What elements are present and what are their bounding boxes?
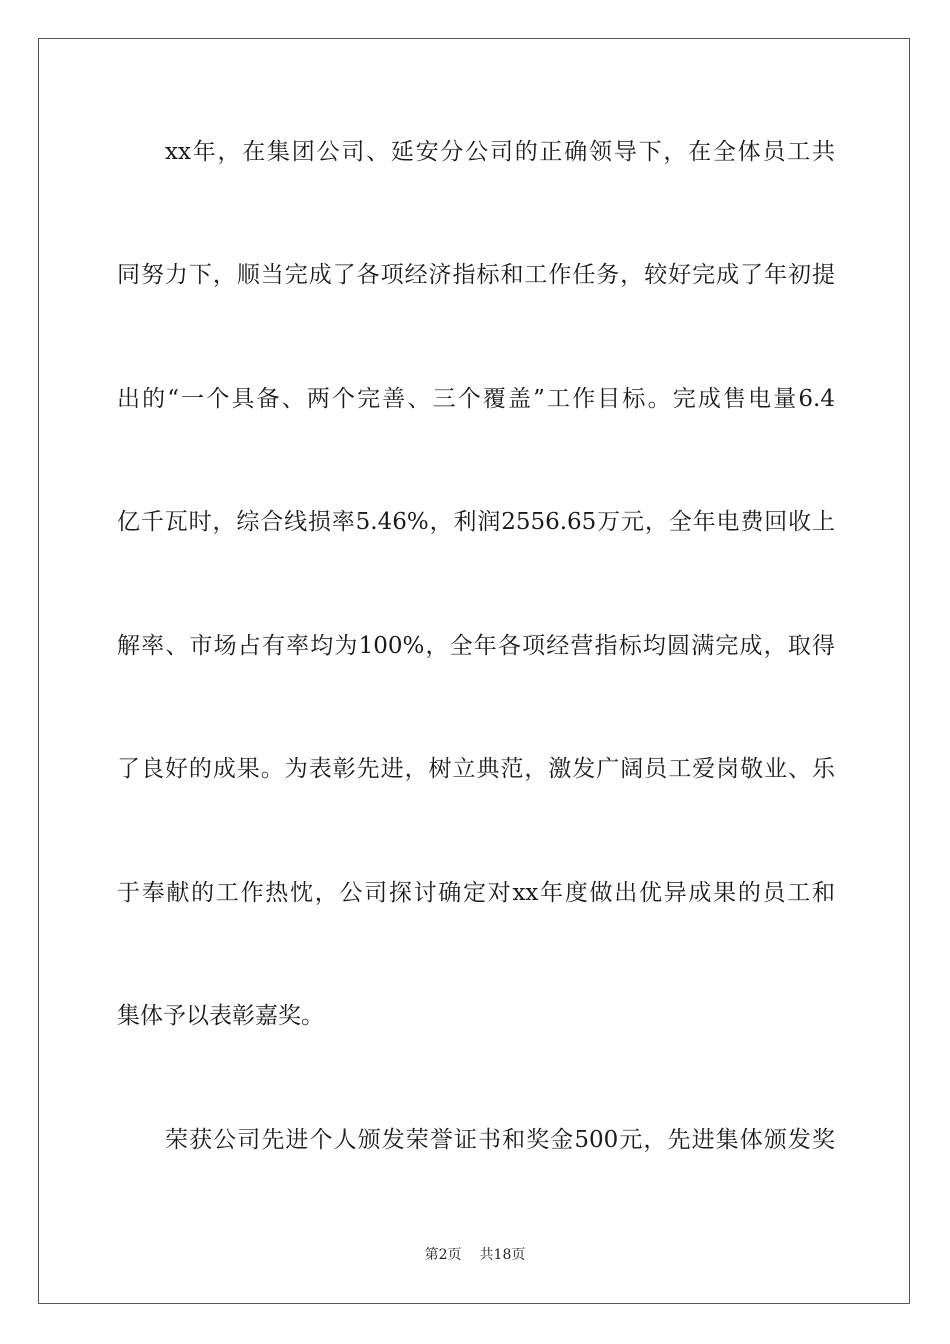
paragraph-line-5: 解率、市场占有率均为100%，全年各项经营指标均圆满完成，取得 xyxy=(117,633,835,659)
paragraph-line-1: xx年，在集团公司、延安分公司的正确领导下，在全体员工共 xyxy=(165,139,835,165)
page-border xyxy=(38,38,910,1304)
paragraph-line-8: 集体予以表彰嘉奖。 xyxy=(117,1003,324,1029)
page-total: 共18页 xyxy=(479,1247,526,1263)
page-footer xyxy=(0,1246,950,1264)
paragraph-line-7: 于奉献的工作热忱，公司探讨确定对xx年度做出优异成果的员工和 xyxy=(117,880,835,906)
paragraph-line-6: 了良好的成果。为表彰先进，树立典范，激发广阔员工爱岗敬业、乐 xyxy=(117,756,835,782)
paragraph-line-4: 亿千瓦时，综合线损率5.46%，利润2556.65万元，全年电费回收上 xyxy=(117,509,835,535)
paragraph-line-9: 荣获公司先进个人颁发荣誉证书和奖金500元，先进集体颁发奖 xyxy=(165,1127,835,1153)
page-number: 第2页 xyxy=(424,1247,462,1263)
paragraph-line-3: 出的“一个具备、两个完善、三个覆盖”工作目标。完成售电量6.4 xyxy=(117,386,835,412)
paragraph-line-2: 同努力下，顺当完成了各项经济指标和工作任务，较好完成了年初提 xyxy=(117,262,835,288)
